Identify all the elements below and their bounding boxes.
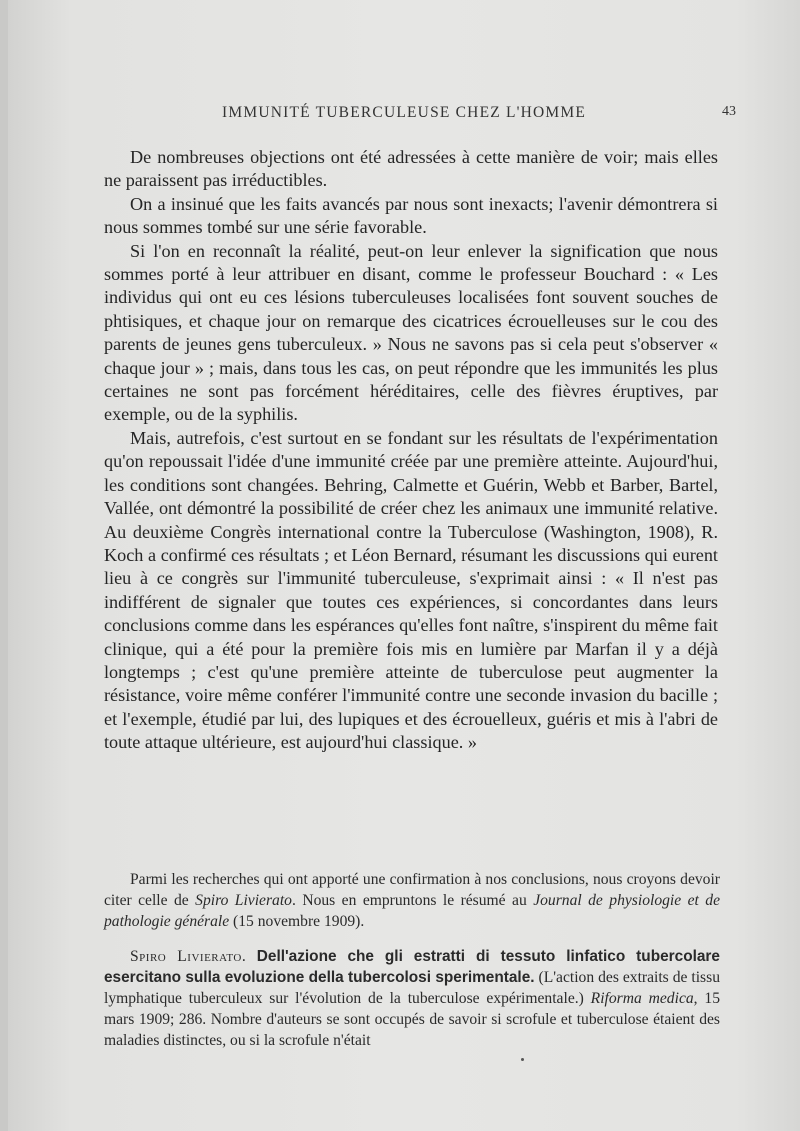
ref-author: Spiro Livierato. [130,948,247,965]
book-page [8,0,800,1131]
note-author-italic: Spiro Livierato [195,892,292,909]
paragraph: On a insinué que les faits avancés par nous sont inexacts; l'avenir démontrera si nous sommes tombé sur une série favorable. [104,193,718,238]
note-intro [104,869,720,932]
ink-speck [521,1058,524,1061]
ref-title: Dell'azione che gli estratti di tessuto linfatico tubercolare esercitano sulla evoluzione della tubercolosi sperimentale. [104,948,720,986]
running-title: IMMUNITÉ TUBERCULEUSE CHEZ L'HOMME [222,104,587,121]
ref-translation: (L'action des extraits de tissu lymphatique tuberculeux sur l'évolution de la tuberculose expérimentale.) [104,969,720,1007]
note-reference [104,946,720,1051]
note-journal-italic: Journal de physiologie et de pathologie générale [104,892,721,930]
ref-journal: Riforma medica [590,990,694,1007]
paragraph: De nombreuses objections ont été adressées à cette manière de voir; mais elles ne paraissent pas irréductibles. [104,147,718,191]
note-section [104,869,720,1051]
note-intro-text: Parmi les recherches qui ont apporté une confirmation à nos conclusions, nous croyons devoir citer celle de [104,871,720,909]
paragraph: Si l'on en reconnaît la réalité, peut-on leur enlever la signification que nous sommes porté à leur attribuer en disant, comme le professeur Bouchard : « Les individus qui ont eu ces lésions tuberculeuses localisées font souvent souches de phtisiques, et chaque jour on remarque des cicatrices écrouelleuses sur le cou des parents de jeunes gens tuberculeux. » Nous ne savons pas si cela peut s'observer « chaque jour » ; mais, dans tous les cas, on peut répondre que les immunités les plus certaines ne sont pas forcément héréditaires, celle des fièvres éruptives, par exemple, ou de la syphilis. [104,240,718,425]
page-number: 43 [722,104,736,119]
ref-text: , 15 mars 1909; 286. Nombre d'auteurs se sont occupés de savoir si scrofule et tuberculose étaient des maladies distinctes, ou si la scrofule n'était [104,990,721,1049]
paragraph: Mais, autrefois, c'est surtout en se fondant sur les résultats de l'expérimentation qu'on repoussait l'idée d'une immunité créée par une première atteinte. Aujourd'hui, les conditions sont changées. Behring, Calmette et Guérin, Webb et Barber, Bartel, Vallée, ont démontré la possibilité de créer chez les animaux une immunité relative. Au deuxième Congrès international contre la Tuberculose (Washington, 1908), R. Koch a confirmé ces résultats ; et Léon Bernard, résumant les discussions qui eurent lieu à ce congrès sur l'immunité tuberculeuse, s'exprimait ainsi : « Il n'est pas indifférent de signaler que toutes ces expériences, si concordantes dans leurs conclusions comme dans les espérances qu'elles font naître, s'inspirent du même fait clinique, qui a été pour la première fois mis en lumière par Marfan il y a déjà longtemps ; c'est qu'une première atteinte de tuberculose peut augmenter la résistance, voire même conférer l'immunité contre une seconde invasion du bacille ; et l'exemple, étudié par lui, des lupiques et des écrouelleux, guéris et mis à l'abri de toute attaque ultérieure, est aujourd'hui classique. » [104,427,718,753]
note-intro-text: . Nous en empruntons le résumé au [291,892,534,909]
main-text [104,146,718,755]
note-intro-text: (15 novembre 1909). [229,913,365,930]
